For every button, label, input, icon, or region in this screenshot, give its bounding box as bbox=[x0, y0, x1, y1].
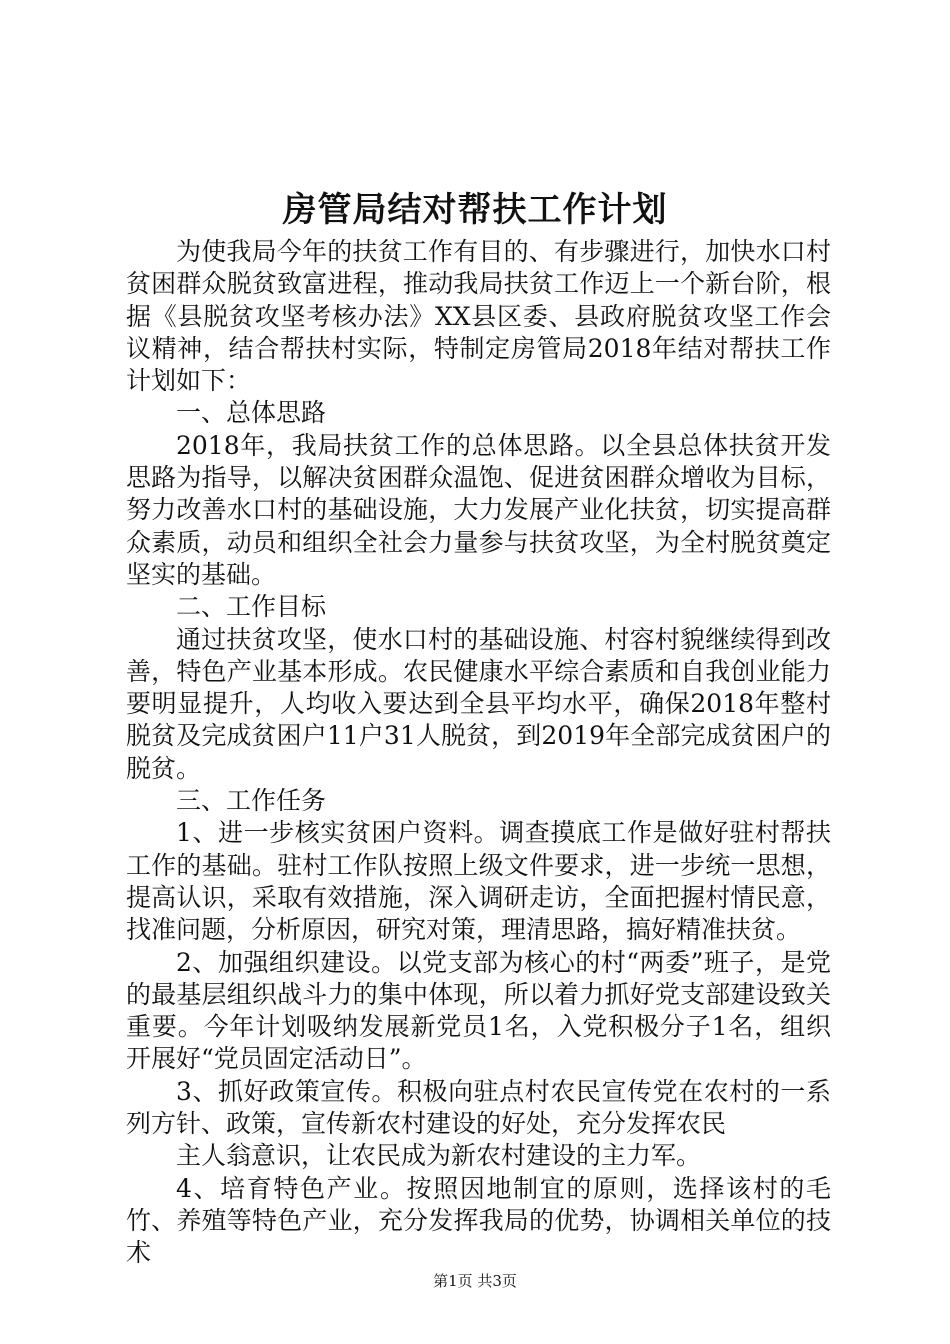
section-heading-work-tasks: 三、工作任务 bbox=[176, 786, 327, 816]
task-3-paragraph: 3、抓好政策宣传。积极向驻点村农民宣传党在农村的一系列方针、政策，宣传新农村建设的好处，充分发挥农民 bbox=[126, 1076, 831, 1139]
task-1-paragraph: 1、进一步核实贫困户资料。调查摸底工作是做好驻村帮扶工作的基础。驻村工作队按照上级文件要求，进一步统一思想，提高认识，采取有效措施，深入调研走访，全面把握村情民意，找准问题，分析原因，研究对策，理清思路，搞好精准扶贫。 bbox=[126, 818, 831, 945]
work-goals-paragraph: 通过扶贫攻坚，使水口村的基础设施、村容村貌继续得到改善，特色产业基本形成。农民健康水平综合素质和自我创业能力要明显提升，人均收入要达到全县平均水平，确保2018年整村脱贫及完成贫困户11户31人脱贫，到2019年全部完成贫困户的脱贫。 bbox=[126, 624, 831, 783]
section-heading-overall-approach: 一、总体思路 bbox=[176, 398, 327, 428]
intro-paragraph: 为使我局今年的扶贫工作有目的、有步骤进行，加快水口村贫困群众脱贫致富进程，推动我局扶贫工作迈上一个新台阶，根据《县脱贫攻坚考核办法》XX县区委、县政府脱贫攻坚工作会议精神，结合帮扶村实际，特制定房管局2018年结对帮扶工作计划如下： bbox=[126, 237, 831, 396]
section-heading-work-goals: 二、工作目标 bbox=[176, 592, 327, 622]
task-2-paragraph: 2、加强组织建设。以党支部为核心的村“两委”班子，是党的最基层组织战斗力的集中体现，所以着力抓好党支部建设致关重要。今年计划吸纳发展新党员1名，入党积极分子1名，组织开展好“党员固定活动日”。 bbox=[126, 947, 831, 1074]
task-3-continuation: 主人翁意识，让农民成为新农村建设的主力军。 bbox=[176, 1141, 702, 1171]
task-4-paragraph: 4、培育特色产业。按照因地制宜的原则，选择该村的毛竹、养殖等特色产业，充分发挥我局的优势，协调相关单位的技术 bbox=[126, 1173, 831, 1268]
page-footer: 第1页 共3页 bbox=[433, 1272, 517, 1290]
document-title: 房管局结对帮扶工作计划 bbox=[282, 190, 668, 230]
document-body bbox=[126, 236, 831, 1270]
overall-approach-paragraph: 2018年，我局扶贫工作的总体思路。以全县总体扶贫开发思路为指导，以解决贫困群众温饱、促进贫困群众增收为目标，努力改善水口村的基础设施，大力发展产业化扶贫，切实提高群众素质，动员和组织全社会力量参与扶贫攻坚，为全村脱贫奠定坚实的基础。 bbox=[126, 430, 831, 589]
